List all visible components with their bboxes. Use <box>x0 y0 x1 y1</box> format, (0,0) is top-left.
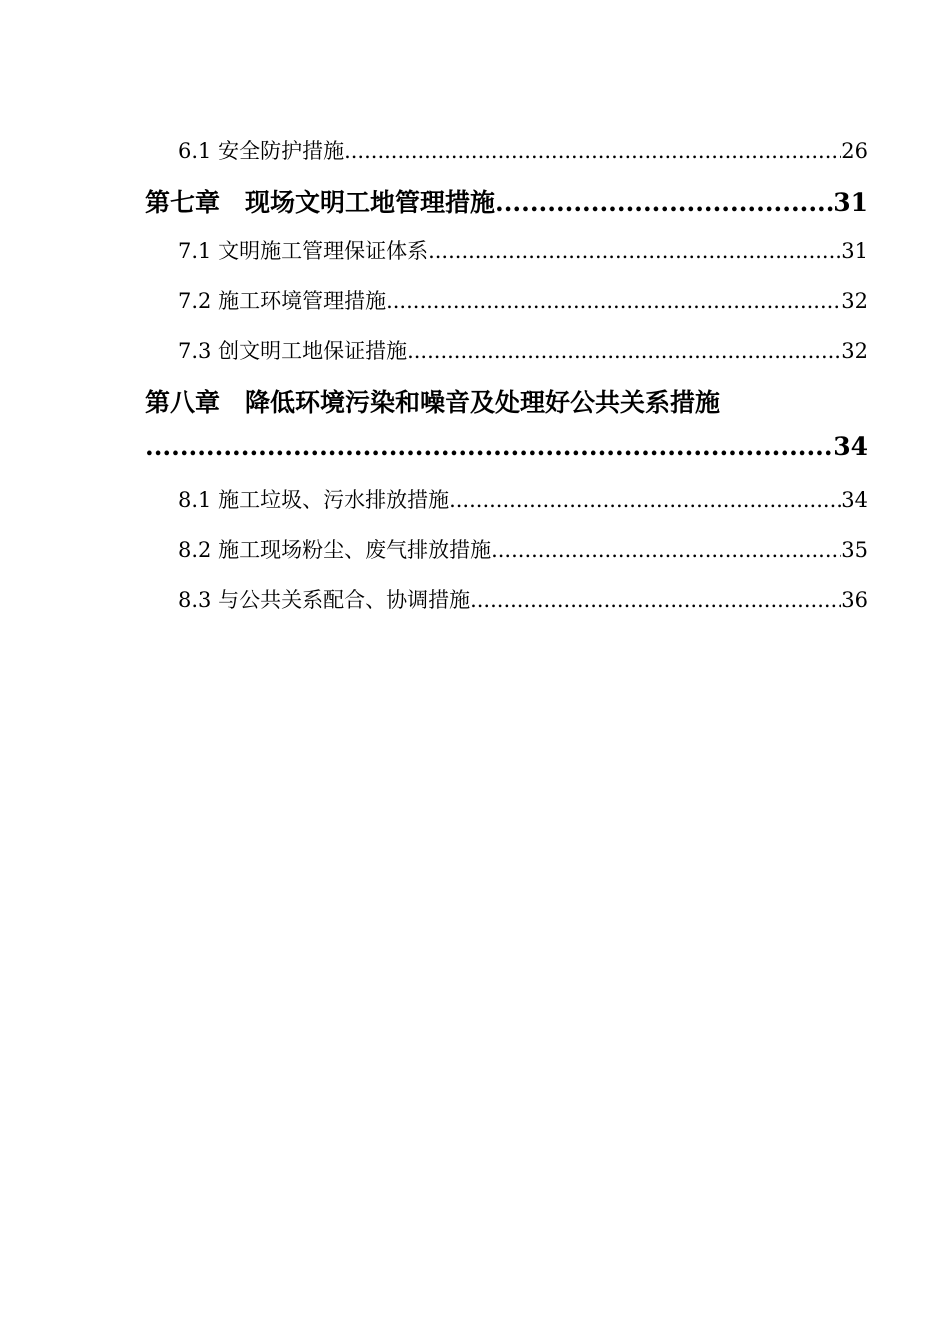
toc-leader-dots <box>344 139 841 163</box>
toc-leader-dots <box>407 339 841 363</box>
toc-page-number: 31 <box>841 239 868 263</box>
toc-entry-title: 8.1 施工垃圾、污水排放措施 <box>178 488 450 512</box>
toc-entry-6-1[interactable] <box>178 135 868 165</box>
toc-entry-chapter-8[interactable] <box>145 383 868 419</box>
toc-leader-dots <box>470 588 841 612</box>
toc-page-number: 34 <box>841 488 868 512</box>
toc-entry-8-3[interactable] <box>178 584 868 614</box>
toc-entry-title: 8.2 施工现场粉尘、废气排放措施 <box>178 538 492 562</box>
toc-page-number: 31 <box>833 188 868 217</box>
toc-leader-dots <box>145 432 833 461</box>
toc-chapter-title: 第八章 降低环境污染和噪音及处理好公共关系措施 <box>145 388 721 417</box>
toc-entry-title: 7.2 施工环境管理措施 <box>178 289 387 313</box>
toc-entry-title: 8.3 与公共关系配合、协调措施 <box>178 588 471 612</box>
toc-leader-dots <box>491 538 841 562</box>
toc-entry-7-1[interactable] <box>178 235 868 265</box>
toc-page-number: 36 <box>841 588 868 612</box>
toc-leader-dots <box>428 239 841 263</box>
toc-entry-title: 6.1 安全防护措施 <box>178 139 345 163</box>
toc-leader-dots <box>449 488 841 512</box>
toc-entry-chapter-8-page-line[interactable] <box>145 432 868 461</box>
toc-entry-8-1[interactable] <box>178 484 868 514</box>
toc-entry-title: 7.3 创文明工地保证措施 <box>178 339 408 363</box>
toc-leader-dots <box>495 188 833 217</box>
toc-leader-dots <box>386 289 841 313</box>
toc-page-number: 34 <box>833 432 868 461</box>
toc-entry-chapter-7[interactable] <box>145 183 868 219</box>
toc-entry-7-2[interactable] <box>178 285 868 315</box>
toc-entry-title: 7.1 文明施工管理保证体系 <box>178 239 429 263</box>
toc-page-number: 26 <box>841 139 868 163</box>
toc-entry-7-3[interactable] <box>178 335 868 365</box>
toc-entry-8-2[interactable] <box>178 534 868 564</box>
toc-page-number: 32 <box>841 339 868 363</box>
toc-chapter-title: 第七章 现场文明工地管理措施 <box>145 188 496 217</box>
toc-page-number: 35 <box>841 538 868 562</box>
toc-page-number: 32 <box>841 289 868 313</box>
